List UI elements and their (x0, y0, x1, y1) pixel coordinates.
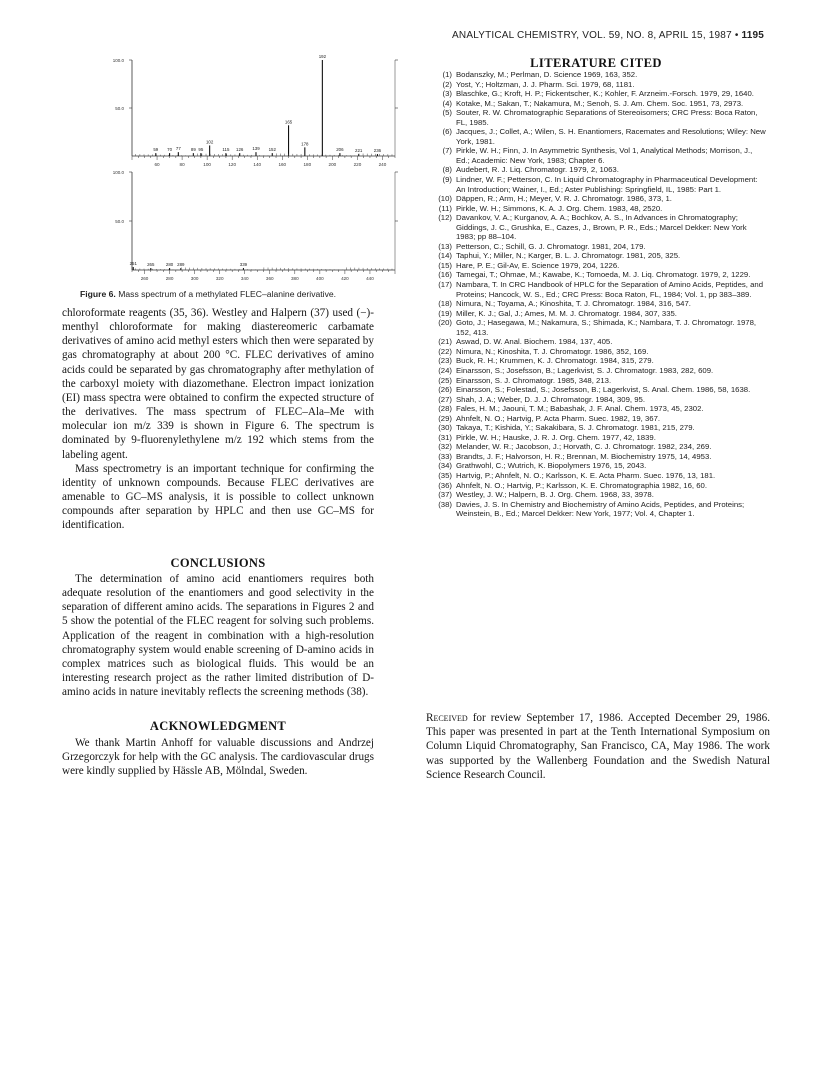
reference-number: (18) (438, 299, 452, 309)
reference-text: Nimura, N.; Kinoshita, T. J. Chromatogr. 1986, 352, 169. (456, 346, 649, 356)
conclusions-body (62, 572, 374, 699)
peak-label: 251 (129, 261, 137, 267)
reference-number: (34) (438, 461, 452, 471)
reference-item (424, 461, 768, 471)
reference-number: (33) (438, 451, 452, 461)
peak-label: 165 (284, 119, 293, 125)
x-tick-label: 160 (278, 162, 287, 167)
x-tick-label: 280 (165, 276, 174, 281)
mass-spectrum-chart (80, 52, 400, 287)
reference-item (424, 175, 768, 194)
paragraph-2: Mass spectrometry is an important technique for confirming the identity of unknown compounds. Because FLEC derivatives are amenable to GC–MS analysis, it is possible to collect unknown compounds after separation by HPLC and then use GC–MS for identification. (62, 462, 374, 532)
reference-number: (19) (438, 308, 452, 318)
reference-text: Taphui, Y.; Miller, N.; Karger, B. L. J. Chromatogr. 1981, 205, 325. (456, 251, 681, 261)
x-tick-label: 420 (341, 276, 349, 281)
x-tick-label: 240 (378, 162, 387, 167)
reference-item (424, 385, 768, 395)
reference-number: (15) (438, 260, 452, 270)
reference-item (424, 242, 768, 252)
received-text: for review September 17, 1986. Accepted December 29, 1986. This paper was presented in part at the Tenth International Symposium on Column Liquid Chromatography, San Francisco, CA, May 1986. The work was supported by the Wallenberg Foundation and the Swedish Natural Science Research Council. (426, 712, 770, 781)
reference-item (424, 500, 768, 519)
reference-number: (26) (438, 385, 452, 395)
x-tick-label: 180 (303, 162, 312, 167)
reference-number: (31) (438, 432, 452, 442)
reference-item (424, 261, 768, 271)
reference-item (424, 99, 768, 109)
literature-cited-heading: LITERATURE CITED (530, 56, 662, 70)
peak-label: 59 (153, 147, 159, 153)
running-header (452, 30, 764, 41)
reference-text: Ahnfelt, N. O.; Hartvig, P.; Karlsson, K. E. Chromatographia 1982, 16, 60. (456, 480, 708, 490)
reference-item (424, 366, 768, 376)
reference-number: (16) (438, 270, 452, 280)
reference-number: (10) (438, 194, 452, 204)
reference-text: Aswad, D. W. Anal. Biochem. 1984, 137, 405. (456, 337, 613, 347)
reference-item (424, 204, 768, 214)
paragraph-4: We thank Martin Anhoff for valuable discussions and Andrzej Grzegorczyk for help with the GC analysis. The cardiovascular drugs were kindly supplied by Hässle AB, Mölndal, Sweden. (62, 737, 374, 778)
reference-text: Kotake, M.; Sakan, T.; Nakamura, M.; Senoh, S. J. Am. Chem. Soc. 1951, 73, 2973. (456, 98, 744, 108)
reference-text: Ahnfelt, N. O.; Hartvig, P. Acta Pharm. Suec. 1982, 19, 367. (456, 413, 661, 423)
acknowledgment-heading: ACKNOWLEDGMENT (149, 719, 287, 733)
reference-item (424, 108, 768, 127)
x-tick-label: 400 (316, 276, 324, 281)
reference-number: (8) (442, 165, 452, 175)
reference-item (424, 337, 768, 347)
reference-item (424, 165, 768, 175)
reference-number: (14) (438, 251, 452, 261)
peak-label: 115 (222, 147, 230, 153)
x-tick-label: 360 (265, 276, 274, 281)
reference-number: (21) (438, 337, 452, 347)
reference-number: (28) (438, 404, 452, 414)
reference-number: (25) (438, 375, 452, 385)
reference-number: (4) (442, 98, 452, 108)
x-tick-label: 380 (290, 276, 299, 281)
reference-text: Melander, W. R.; Jacobson, J.; Horvath, C. J. Chromatogr. 1982, 234, 269. (456, 442, 712, 452)
reference-text: Einarsson, S.; Folestad, S.; Josefsson, B.; Lagerkvist, S. Anal. Chem. 1986, 58, 1638. (456, 385, 751, 395)
header-bullet: • (734, 30, 739, 41)
x-tick-label: 100 (203, 162, 211, 167)
peak-label: 152 (268, 147, 276, 153)
reference-list (424, 70, 768, 519)
reference-text: Einarsson, S. J. Chromatogr. 1985, 348, 213. (456, 375, 612, 385)
reference-item (424, 356, 768, 366)
reference-item (424, 89, 768, 99)
reference-item (424, 270, 768, 280)
reference-item (424, 127, 768, 146)
x-tick-label: 120 (228, 162, 237, 167)
reference-number: (1) (442, 70, 452, 79)
reference-item (424, 280, 768, 299)
peak-label: 280 (165, 262, 174, 268)
reference-text: Yost, Y.; Holtzman, J. J. Pharm. Sci. 1979, 68, 1181. (456, 79, 635, 89)
reference-number: (7) (442, 146, 452, 156)
reference-number: (9) (442, 175, 452, 185)
reference-number: (36) (438, 480, 452, 490)
peak-label: 70 (167, 147, 173, 153)
received-note (426, 711, 770, 782)
reference-item (424, 194, 768, 204)
peak-label: 289 (177, 262, 185, 268)
reference-item (424, 423, 768, 433)
reference-text: Einarsson, S.; Josefsson, B.; Lagerkvist, S. J. Chromatogr. 1983, 282, 609. (456, 365, 714, 375)
reference-text: Buck, R. H.; Krummen, K. J. Chromatogr. 1984, 315, 279. (456, 356, 654, 366)
x-tick-label: 300 (190, 276, 199, 281)
reference-number: (35) (438, 470, 452, 480)
y-tick-label: 50.0 (115, 106, 124, 111)
reference-item (424, 471, 768, 481)
x-tick-label: 140 (253, 162, 262, 167)
reference-text: Davankov, V. A.; Kurganov, A. A.; Bochkov, A. S., In Advances in Chromatography; Giddings, J. C., Grushka, E., Cazes, J., Brown, P. R., Eds.; Marcel Dekker: New York 1983; pp 88–104. (456, 213, 747, 242)
reference-item (424, 299, 768, 309)
reference-item (424, 433, 768, 443)
reference-number: (12) (438, 213, 452, 223)
reference-number: (13) (438, 241, 452, 251)
reference-number: (22) (438, 346, 452, 356)
reference-number: (11) (438, 203, 452, 213)
y-tick-label: 50.0 (115, 219, 124, 224)
x-tick-label: 80 (179, 162, 185, 167)
reference-text: Goto, J.; Hasegawa, M.; Nakamura, S.; Shimada, K.; Nambara, T. J. Chromatogr. 1978, 152, 413. (456, 318, 757, 337)
reference-text: Nimura, N.; Toyama, A.; Kinoshita, T. J. Chromatogr. 1984, 316, 547. (456, 299, 691, 309)
reference-item (424, 376, 768, 386)
figure-caption (80, 289, 400, 299)
received-lead: Received (426, 712, 468, 724)
peak-label: 236 (373, 148, 382, 154)
reference-item (424, 481, 768, 491)
reference-number: (3) (442, 89, 452, 99)
reference-item (424, 347, 768, 357)
figure-caption-label: Figure 6. (80, 289, 116, 299)
peak-label: 89 (190, 147, 196, 153)
reference-number: (5) (442, 108, 452, 118)
conclusions-heading: CONCLUSIONS (170, 556, 266, 570)
reference-item (424, 70, 768, 80)
page-number: 1195 (741, 30, 764, 41)
x-tick-label: 200 (328, 162, 337, 167)
x-tick-label: 320 (215, 276, 224, 281)
reference-number: (2) (442, 79, 452, 89)
x-tick-label: 440 (366, 276, 374, 281)
reference-item (424, 146, 768, 165)
reference-item (424, 490, 768, 500)
x-tick-label: 340 (240, 276, 249, 281)
reference-text: Brandts, J. F.; Halvorson, H. R.; Brennan, M. Biochemistry 1975, 14, 4953. (456, 451, 712, 461)
figure-caption-text: Mass spectrum of a methylated FLEC–alanine derivative. (118, 289, 337, 299)
paragraph-1: chloroformate reagents (35, 36). Westley and Halpern (37) used (−)-menthyl chloroformate for making diastereomeric carbamate derivatives of amino acid methyl esters which then were separated by gas chromatography at about 200 °C. FLEC derivatives of amino acids could be separated by gas chromatography after methylation of the carboxyl moiety with diazomethane. Electron impact ionization (EI) mass spectra were obtained to confirm the expected structure of the derivatives. The mass spectrum of FLEC–Ala–Me with molecular ion m/z 339 is shown in Figure 6. The spectrum is dominated by 9-fluorenylethylene m/z 192 which stems from the labeling agent. (62, 307, 374, 461)
reference-number: (37) (438, 490, 452, 500)
reference-text: Blaschke, G.; Kroft, H. P.; Fickentscher, K.; Kohler, F. Arzneim.-Forsch. 1979, 29, 1640. (456, 89, 754, 99)
reference-item (424, 404, 768, 414)
reference-item (424, 395, 768, 405)
reference-number: (27) (438, 394, 452, 404)
journal-line: ANALYTICAL CHEMISTRY, VOL. 59, NO. 8, APRIL 15, 1987 (452, 30, 732, 41)
reference-item (424, 80, 768, 90)
reference-text: Hartvig, P.; Ahnfelt, N. O.; Karlsson, K. E. Acta Pharm. Suec. 1976, 13, 181. (456, 470, 716, 480)
reference-item (424, 318, 768, 337)
y-tick-label: 100.0 (112, 58, 124, 63)
peak-label: 139 (252, 146, 260, 152)
reference-text: Lindner, W. F.; Petterson, C. In Liquid Chromatography in Pharmaceutical Development: An Introduction; Wainer, I., Ed.; Aster Publishing: Springfield, IL, 1985: Part 1. (456, 175, 758, 194)
reference-text: Tamegai, T.; Ohmae, M.; Kawabe, K.; Tomoeda, M. J. Liq. Chromatogr. 1979, 2, 1229. (456, 270, 751, 280)
reference-text: Westley, J. W.; Halpern, B. J. Org. Chem. 1968, 33, 3978. (456, 490, 654, 500)
peak-label: 102 (205, 139, 214, 145)
reference-item (424, 452, 768, 462)
reference-number: (6) (442, 127, 452, 137)
mass-spectrum-figure (80, 52, 400, 302)
reference-number: (24) (438, 365, 452, 375)
reference-item (424, 213, 768, 242)
peak-label: 192 (318, 54, 327, 59)
y-tick-label: 100.0 (112, 170, 124, 175)
reference-number: (32) (438, 442, 452, 452)
reference-text: Audebert, R. J. Liq. Chromatogr. 1979, 2, 1063. (456, 165, 619, 175)
peak-label: 206 (336, 147, 344, 153)
reference-number: (20) (438, 318, 452, 328)
reference-text: Nambara, T. In CRC Handbook of HPLC for the Separation of Amino Acids, Peptides, and Proteins; Hancock, W. S., Ed.; CRC Press: Boca Raton, FL, 1984; Vol. 1, pp 383–389. (456, 280, 764, 299)
reference-item (424, 251, 768, 261)
reference-text: Takaya, T.; Kishida, Y.; Sakakibara, S. J. Chromatogr. 1981, 215, 279. (456, 423, 695, 433)
reference-text: Davies, J. S. In Chemistry and Biochemistry of Amino Acids, Peptides, and Proteins; Weinstein, B., Ed.; Marcel Dekker: New York, 1977; Vol. 4, Chapter 1. (456, 499, 745, 519)
peak-label: 339 (239, 262, 248, 268)
reference-number: (30) (438, 423, 452, 433)
reference-text: Pirkle, W. H.; Simmons, K. A. J. Org. Chem. 1983, 48, 2520. (456, 203, 663, 213)
x-tick-label: 220 (353, 162, 362, 167)
reference-text: Bodanszky, M.; Perlman, D. Science 1969, 163, 352. (456, 70, 638, 79)
body-text-top (62, 306, 374, 533)
reference-text: Pirkle, W. H.; Hauske, J. R. J. Org. Chem. 1977, 42, 1839. (456, 432, 656, 442)
reference-text: Souter, R. W. Chromatographic Separations of Stereoisomers; CRC Press: Boca Raton, FL, 1985. (456, 108, 758, 127)
reference-text: Pirkle, W. H.; Finn, J. In Asymmetric Synthesis, Vol 1, Analytical Methods; Morrison, J., Ed.; Academic: New York, 1983; Chapter 6. (456, 146, 753, 165)
reference-number: (29) (438, 413, 452, 423)
reference-text: Shah, J. A.; Weber, D. J. J. Chromatogr. 1984, 309, 95. (456, 394, 645, 404)
peak-label: 221 (355, 148, 363, 154)
reference-text: Miller, K. J.; Gal, J.; Ames, M. M. J. Chromatogr. 1984, 307, 335. (456, 308, 677, 318)
reference-number: (17) (438, 280, 452, 290)
reference-item (424, 414, 768, 424)
reference-text: Hare, P. E.; Gil-Av, E. Science 1979, 204, 1226. (456, 260, 620, 270)
reference-item (424, 309, 768, 319)
peak-label: 95 (198, 147, 204, 153)
peak-label: 265 (147, 262, 155, 268)
x-tick-label: 60 (154, 162, 160, 167)
reference-text: Fales, H. M.; Jaouni, T. M.; Babashak, J. F. Anal. Chem. 1973, 45, 2302. (456, 404, 704, 414)
reference-number: (38) (438, 499, 452, 509)
reference-text: Däppen, R.; Arm, H.; Meyer, V. R. J. Chromatogr. 1986, 373, 1. (456, 194, 672, 204)
peak-label: 77 (175, 146, 181, 152)
paragraph-3: The determination of amino acid enantiomers requires both adequate resolution of the enantiomers and good selectivity in the separation of different amino acids. The separations in Figures 2 and 5 show the potential of the FLEC reagent for solving such problems. Application of the reagent in combination with a high-resolution chromatography system would enable screening of D-amino acids in complex matrices such as biological fluids. This would be an interesting research project as the rather limited distribution of D-amino acids in nature inevitably reflects the screening methods (38). (62, 573, 374, 699)
peak-label: 126 (236, 147, 244, 153)
x-tick-label: 260 (140, 276, 149, 281)
peak-label: 178 (301, 141, 309, 147)
reference-text: Grathwohl, C.; Wutrich, K. Biopolymers 1976, 15, 2043. (456, 461, 647, 471)
reference-text: Petterson, C.; Schill, G. J. Chromatogr. 1981, 204, 179. (456, 241, 646, 251)
reference-text: Jacques, J.; Collet, A.; Wilen, S. H. Enantiomers, Racemates and Resolutions; Wiley: New York, 1981. (456, 127, 766, 146)
reference-item (424, 442, 768, 452)
reference-number: (23) (438, 356, 452, 366)
acknowledgment-body (62, 736, 374, 778)
